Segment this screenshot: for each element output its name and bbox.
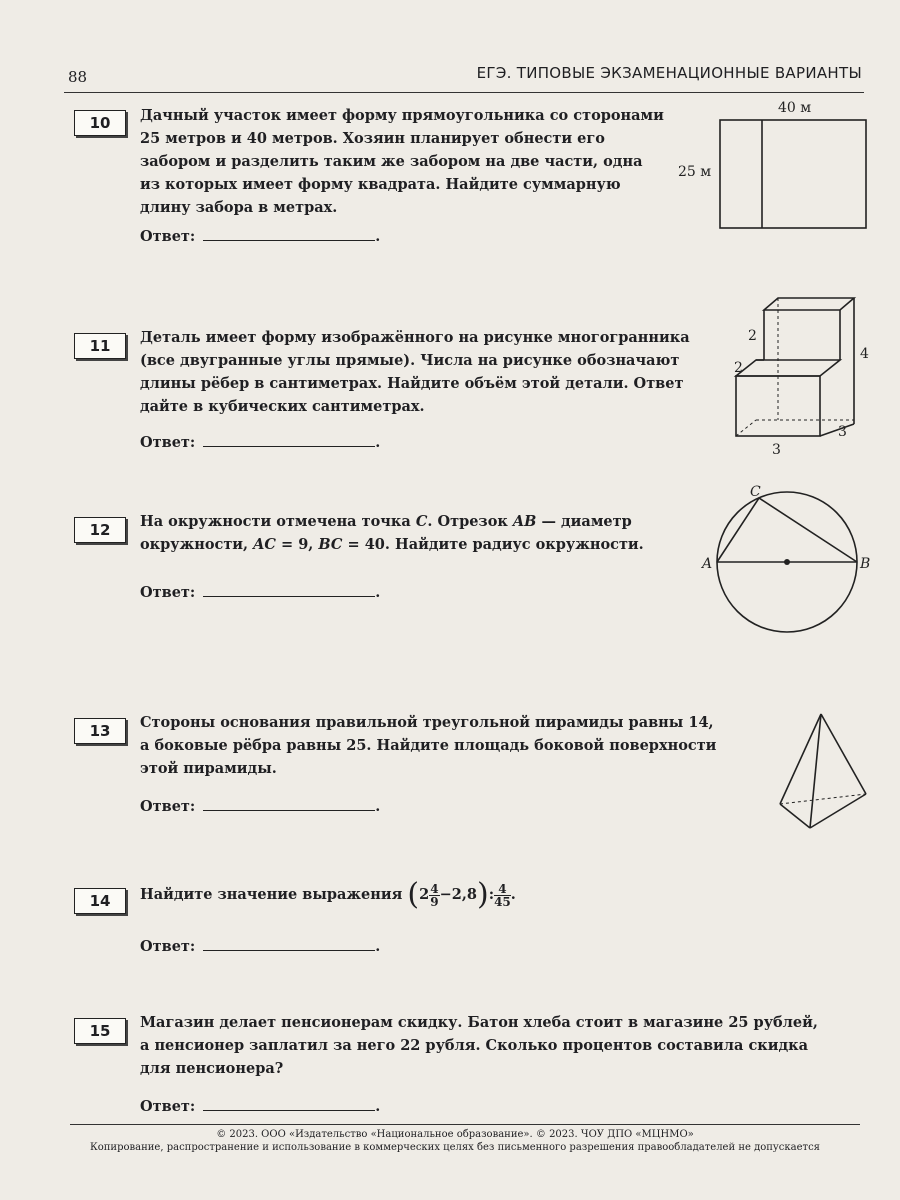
task-12-text	[140, 510, 644, 556]
answer-line-15[interactable]: Ответ: .	[140, 1098, 381, 1115]
task-number-15: 15	[74, 1018, 126, 1044]
task-14-prefix: Найдите значение выражения	[140, 886, 403, 903]
footer-copyright: © 2023. ООО «Издательство «Национальное образование». © 2023. ЧОУ ДПО «МЦНМО»	[216, 1129, 694, 1140]
point-b: B	[860, 556, 871, 572]
task-10-text	[140, 104, 664, 219]
answer-label: Ответ:	[140, 1098, 196, 1115]
label-25m: 25 м	[678, 164, 712, 180]
task-number-14: 14	[74, 888, 126, 914]
answer-label: Ответ:	[140, 798, 196, 815]
figure-10-rectangle	[670, 96, 880, 236]
answer-label: Ответ:	[140, 434, 196, 451]
edge-label: 2	[748, 328, 757, 344]
running-title: ЕГЭ. ТИПОВЫЕ ЭКЗАМЕНАЦИОННЫЕ ВАРИАНТЫ	[476, 64, 862, 82]
figure-12-circle	[698, 484, 878, 644]
task-line: Дачный участок имеет форму прямоугольника со сторонами	[140, 107, 664, 124]
task-line: (все двугранные углы прямые). Числа на рисунке обозначают	[140, 352, 680, 369]
task-line: длины рёбер в сантиметрах. Найдите объём этой детали. Ответ	[140, 375, 684, 392]
answer-line-14[interactable]: Ответ: .	[140, 938, 381, 955]
expression: (2 $\frac{4}{9}$ −2,8): $\frac{4}{45}$ .	[407, 877, 516, 912]
figure-13-pyramid	[770, 708, 880, 838]
task-line: забором и разделить таким же забором на две части, одна	[140, 153, 643, 170]
footer	[50, 1128, 860, 1154]
task-number-11: 11	[74, 333, 126, 359]
task-line: дайте в кубических сантиметрах.	[140, 398, 425, 415]
task-line: Магазин делает пенсионерам скидку. Батон хлеба стоит в магазине 25 рублей,	[140, 1014, 818, 1031]
answer-label: Ответ:	[140, 938, 196, 955]
task-13-text	[140, 711, 716, 780]
plot-rect	[720, 120, 866, 228]
task-line: Деталь имеет форму изображённого на рисунке многогранника	[140, 329, 690, 346]
task-line: 25 метров и 40 метров. Хозяин планирует обнести его	[140, 130, 605, 147]
task-line: Стороны основания правильной треугольной пирамиды равны 14,	[140, 714, 714, 731]
label-40m: 40 м	[778, 100, 812, 116]
answer-line-12[interactable]: Ответ: .	[140, 584, 381, 601]
point-a: A	[702, 556, 713, 572]
edge-label: 4	[860, 346, 869, 362]
edge-label: 2	[734, 360, 743, 376]
task-11-text	[140, 326, 690, 418]
page-number: 88	[68, 68, 88, 86]
edge-label: 3	[838, 424, 847, 440]
task-line: для пенсионера?	[140, 1060, 284, 1077]
task-line: этой пирамиды.	[140, 760, 277, 777]
header-rule	[64, 92, 864, 93]
answer-label: Ответ:	[140, 228, 196, 245]
task-line: из которых имеет форму квадрата. Найдите суммарную	[140, 176, 621, 193]
footer-notice: Копирование, распространение и использование в коммерческих целях без письменного разрешения правообладателей не допускается	[90, 1142, 820, 1153]
task-15-text	[140, 1011, 818, 1080]
answer-line-13[interactable]: Ответ: .	[140, 798, 381, 815]
task-line: а боковые рёбра равны 25. Найдите площадь боковой поверхности	[140, 737, 717, 754]
task-number-13: 13	[74, 718, 126, 744]
figure-11-polyhedron	[720, 290, 885, 460]
task-number-10: 10	[74, 110, 126, 136]
task-number-12: 12	[74, 517, 126, 543]
answer-label: Ответ:	[140, 584, 196, 601]
point-c: C	[750, 484, 761, 500]
answer-line-10[interactable]: Ответ: .	[140, 228, 381, 245]
task-line: На окружности отмечена точка C. Отрезок AB — диаметр	[140, 513, 632, 530]
edge-label: 3	[772, 442, 781, 458]
footer-rule	[70, 1124, 860, 1125]
answer-line-11[interactable]: Ответ: .	[140, 434, 381, 451]
task-line: а пенсионер заплатил за него 22 рубля. Сколько процентов составила скидка	[140, 1037, 809, 1054]
task-14-text	[140, 878, 516, 912]
task-line: окружности, AC = 9, BC = 40. Найдите радиус окружности.	[140, 536, 644, 553]
task-line: длину забора в метрах.	[140, 199, 338, 216]
